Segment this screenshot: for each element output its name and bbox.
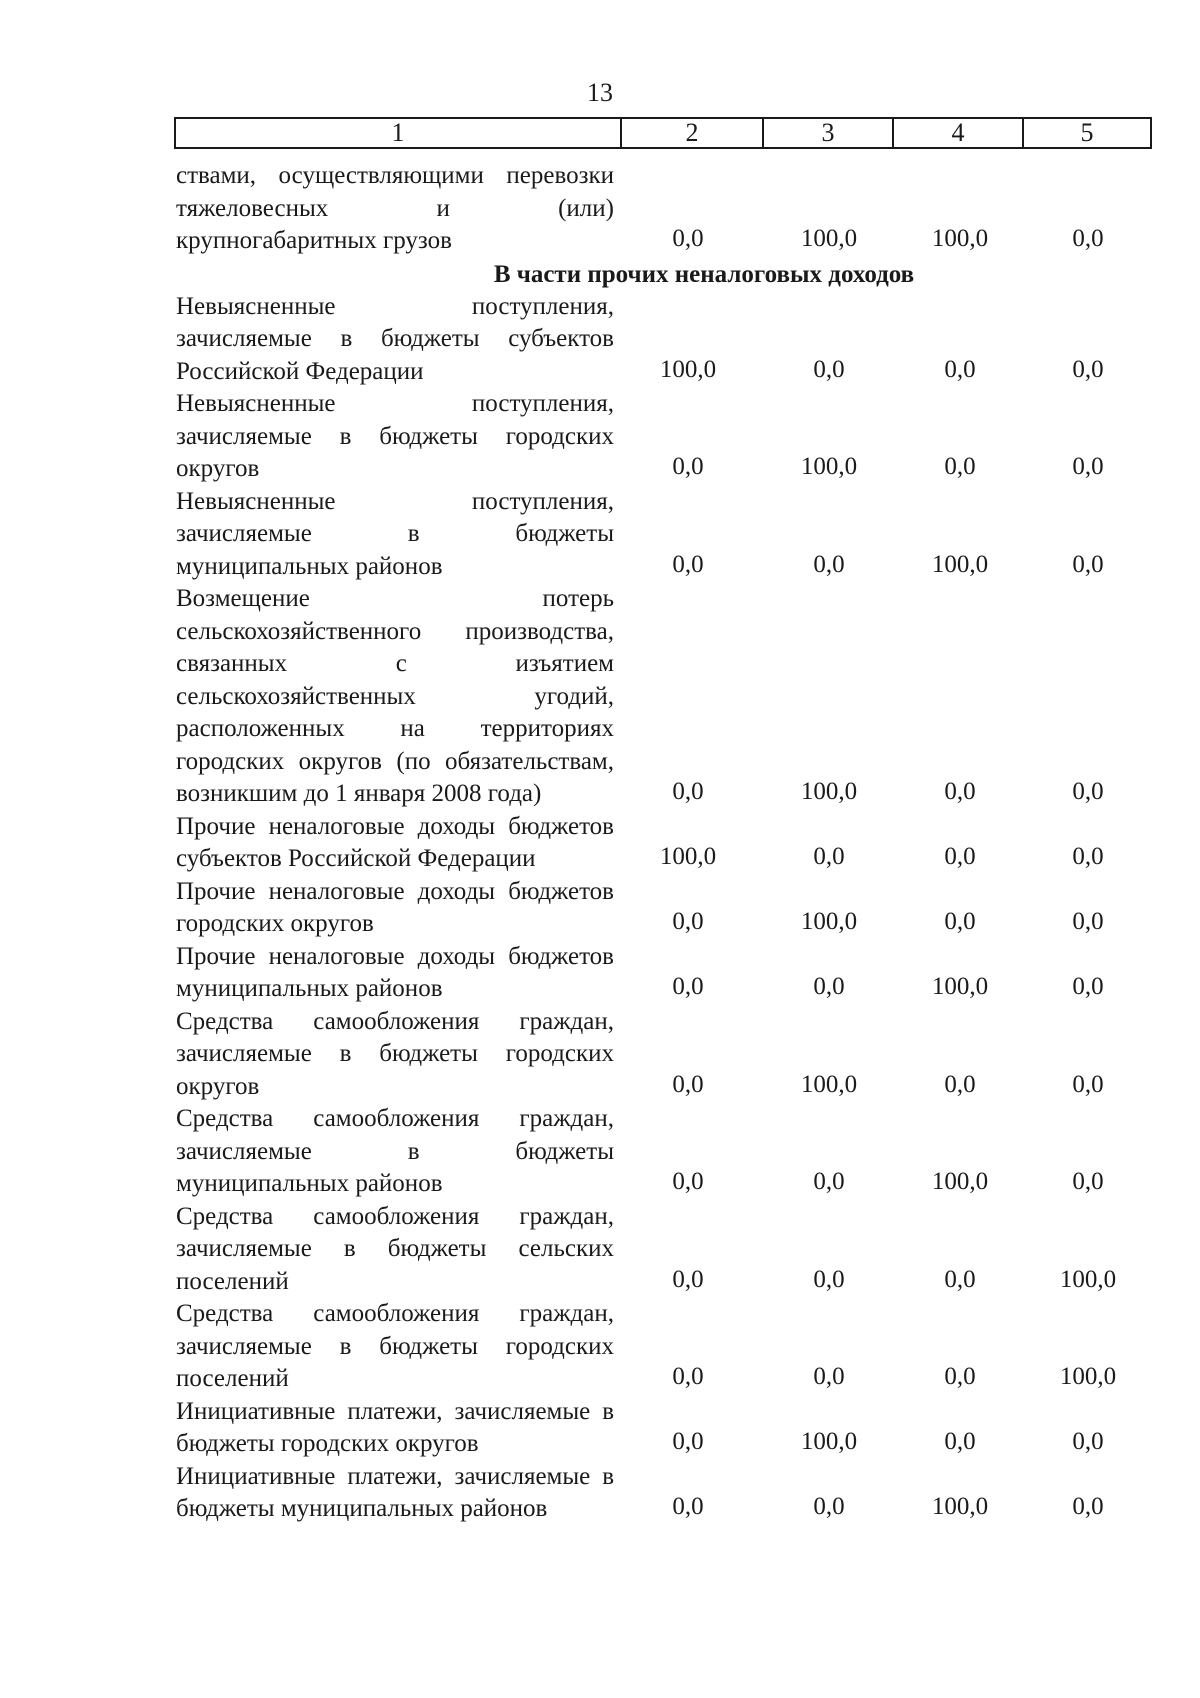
row-value-col-4: 100,0 — [931, 550, 989, 578]
row-label: Прочие неналоговые доходы бюджетов городских округов — [176, 877, 614, 937]
table-row — [176, 160, 1152, 258]
row-value-col-4: 0,0 — [944, 1070, 976, 1098]
row-value-col-5: 0,0 — [1072, 778, 1104, 805]
header-col-2: 2 — [622, 119, 764, 147]
row-label: Инициативные платежи, зачисляемые в бюджеты городских округов — [176, 1397, 614, 1457]
row-value-col-3: 0,0 — [813, 1363, 845, 1390]
header-col-1: 1 — [176, 119, 622, 147]
row-value-col-3: 100,0 — [800, 1428, 858, 1455]
table-row — [176, 1103, 1152, 1201]
table-row — [176, 1201, 1152, 1299]
section-heading: В части прочих неналоговых доходов — [493, 260, 915, 288]
row-value-col-5: 0,0 — [1072, 225, 1104, 252]
row-value-col-4: 0,0 — [944, 843, 976, 870]
table-row — [176, 941, 1152, 1006]
row-value-col-5: 0,0 — [1072, 550, 1104, 578]
row-value-col-2: 0,0 — [672, 973, 704, 1000]
row-value-col-4: 100,0 — [931, 1168, 989, 1195]
row-value-col-4: 0,0 — [944, 1428, 976, 1455]
row-value-col-2: 0,0 — [672, 453, 704, 480]
page-number: 13 — [587, 78, 613, 107]
row-value-col-3: 0,0 — [813, 1493, 845, 1520]
row-value-col-5: 0,0 — [1072, 1428, 1104, 1455]
row-value-col-2: 100,0 — [659, 355, 717, 383]
table-row — [176, 1298, 1152, 1396]
row-value-col-5: 0,0 — [1072, 843, 1104, 870]
row-value-col-3: 100,0 — [800, 908, 858, 935]
row-value-col-2: 0,0 — [672, 225, 704, 252]
table-row — [176, 1006, 1152, 1104]
row-label: ствами, осуществляющими перевозки тяжеловесных и (или) крупногабаритных грузов — [176, 162, 614, 254]
row-value-col-3: 0,0 — [813, 973, 845, 1000]
row-label: Невыясненные поступления, зачисляемые в бюджеты городских округов — [176, 390, 614, 482]
header-col-4: 4 — [894, 119, 1024, 147]
row-label: Средства самообложения граждан, зачисляемые в бюджеты сельских поселений — [176, 1202, 614, 1295]
row-value-col-2: 0,0 — [672, 778, 704, 805]
table-row — [176, 811, 1152, 876]
row-value-col-3: 100,0 — [800, 778, 858, 805]
row-label: Средства самообложения граждан, зачисляемые в бюджеты муниципальных районов — [176, 1105, 614, 1197]
row-value-col-3: 0,0 — [813, 1168, 845, 1195]
row-label: Средства самообложения граждан, зачисляемые в бюджеты городских округов — [176, 1007, 614, 1100]
row-label: Средства самообложения граждан, зачисляемые в бюджеты городских поселений — [176, 1300, 614, 1392]
row-value-col-2: 0,0 — [672, 1265, 704, 1293]
row-value-col-5: 0,0 — [1072, 973, 1104, 1000]
header-col-3: 3 — [764, 119, 894, 147]
row-value-col-5: 0,0 — [1072, 453, 1104, 480]
table-row — [176, 291, 1152, 389]
row-value-col-5: 0,0 — [1072, 355, 1104, 383]
table-row — [176, 1396, 1152, 1461]
row-value-col-3: 0,0 — [813, 1265, 845, 1293]
row-value-col-3: 0,0 — [813, 355, 845, 383]
row-value-col-3: 100,0 — [800, 1070, 858, 1098]
row-value-col-4: 0,0 — [944, 778, 976, 805]
row-value-col-4: 0,0 — [944, 453, 976, 480]
table-row — [176, 388, 1152, 486]
table-row — [176, 1461, 1152, 1526]
row-value-col-3: 100,0 — [800, 453, 858, 480]
row-value-col-2: 0,0 — [672, 908, 704, 935]
row-value-col-5: 0,0 — [1072, 1070, 1104, 1098]
row-value-col-2: 0,0 — [672, 550, 704, 578]
table-row — [176, 486, 1152, 584]
row-label: Невыясненные поступления, зачисляемые в бюджеты субъектов Российской Федерации — [176, 292, 614, 385]
row-value-col-4: 100,0 — [931, 225, 989, 252]
table-body — [176, 160, 1152, 1526]
row-value-col-3: 0,0 — [813, 843, 845, 870]
row-label: Прочие неналоговые доходы бюджетов муниципальных районов — [176, 942, 614, 1002]
row-value-col-2: 100,0 — [659, 843, 717, 870]
table-row — [176, 583, 1152, 811]
row-value-col-2: 0,0 — [672, 1168, 704, 1195]
row-label: Инициативные платежи, зачисляемые в бюджеты муниципальных районов — [176, 1462, 614, 1522]
row-value-col-4: 100,0 — [931, 1493, 989, 1520]
row-value-col-4: 0,0 — [944, 1363, 976, 1390]
row-label: Прочие неналоговые доходы бюджетов субъектов Российской Федерации — [176, 812, 614, 872]
row-value-col-2: 0,0 — [672, 1428, 704, 1455]
section-rows — [176, 291, 1152, 1526]
row-label: Невыясненные поступления, зачисляемые в бюджеты муниципальных районов — [176, 487, 614, 580]
table-header — [174, 117, 1152, 149]
continued-rows — [176, 160, 1152, 258]
row-value-col-5: 100,0 — [1059, 1265, 1117, 1293]
row-value-col-5: 0,0 — [1072, 1168, 1104, 1195]
row-value-col-4: 100,0 — [931, 973, 989, 1000]
row-value-col-5: 0,0 — [1072, 908, 1104, 935]
header-col-5: 5 — [1080, 118, 1094, 147]
row-value-col-4: 0,0 — [944, 908, 976, 935]
row-value-col-2: 0,0 — [672, 1493, 704, 1520]
row-value-col-2: 0,0 — [672, 1363, 704, 1390]
row-label: Возмещение потерь сельскохозяйственного производства, связанных с изъятием сельскохозяйственных угодий, расположенных на территориях городских округов (по обязательствам, возникшим до 1 января 2008 года) — [176, 585, 614, 807]
row-value-col-4: 0,0 — [944, 355, 976, 383]
row-value-col-4: 0,0 — [944, 1265, 976, 1293]
row-value-col-3: 0,0 — [813, 550, 845, 578]
table-row — [176, 876, 1152, 941]
row-value-col-3: 100,0 — [800, 225, 858, 252]
row-value-col-5: 100,0 — [1059, 1363, 1117, 1390]
row-value-col-5: 0,0 — [1072, 1493, 1104, 1520]
row-value-col-2: 0,0 — [672, 1070, 704, 1098]
